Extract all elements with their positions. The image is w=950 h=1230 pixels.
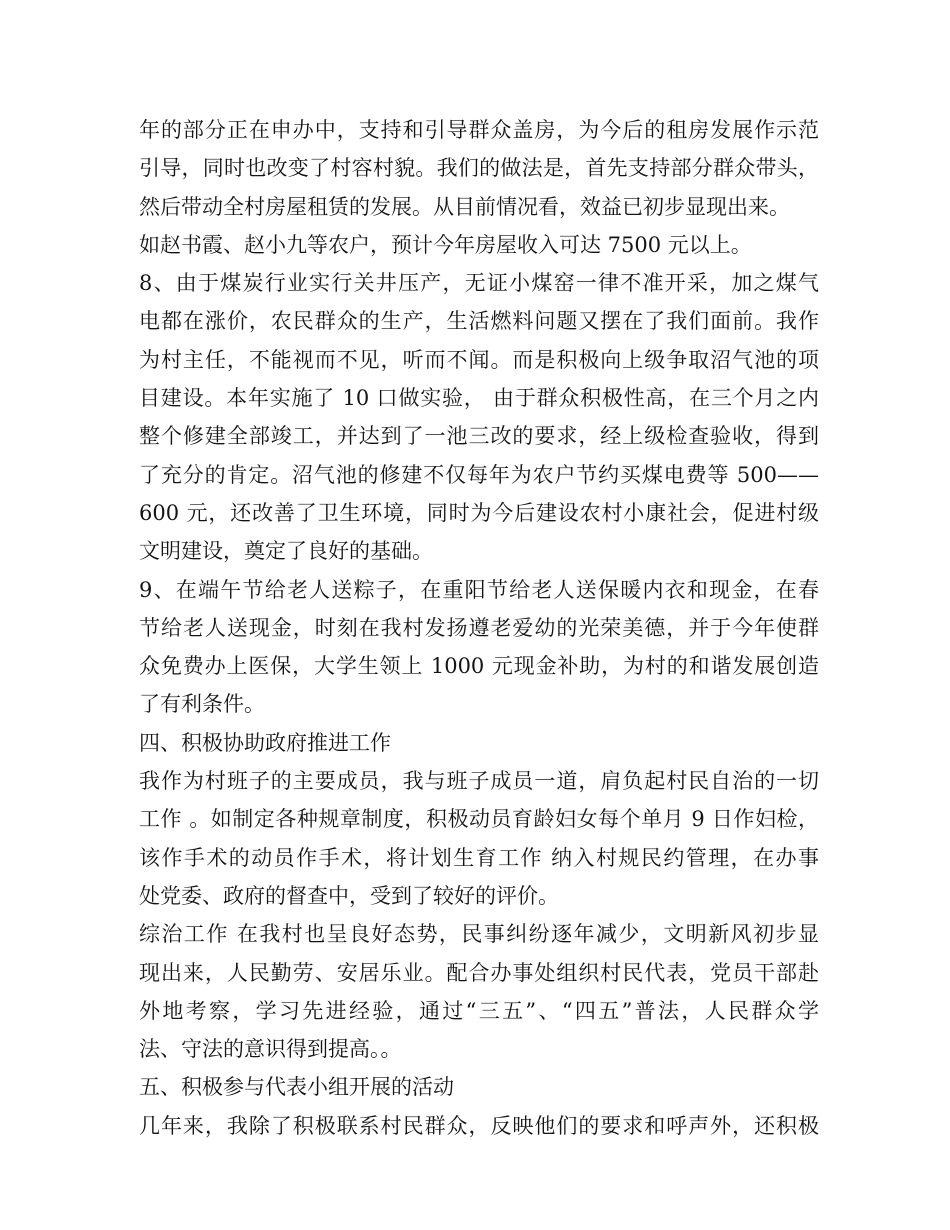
text-line: 目建设。本年实施了 10 口做实验， 由于群众积极性高，在三个月之内	[139, 386, 819, 411]
text-line: 电都在涨价，农民群众的生产，生活燃料问题又摆在了我们面前。我作	[139, 309, 819, 334]
text-line: 如赵书霞、赵小九等农户，预计今年房屋收入可达 7500 元以上。	[139, 232, 752, 257]
text-line: 处党委、政府的督查中，受到了较好的评价。	[139, 883, 559, 908]
text-line: 我作为村班子的主要成员，我与班子成员一道，肩负起村民自治的一切	[139, 769, 819, 794]
text-line: 工作 。如制定各种规章制度，积极动员育龄妇女每个单月 9 日作妇检，	[139, 807, 819, 832]
text-line: 法、守法的意识得到提高。。	[139, 1037, 402, 1062]
text-line: 外地考察，学习先进经验，通过“三五”、“四五”普法，人民群众学	[139, 998, 819, 1023]
text-line: 现出来，人民勤劳、安居乐业。配合办事处组织村民代表，党员干部赴	[139, 960, 819, 985]
text-line: 然后带动全村房屋租赁的发展。从目前情况看，效益已初步显现出来。	[139, 194, 790, 219]
text-line: 了有利条件。	[139, 692, 265, 717]
document-body	[139, 111, 819, 1145]
text-line: 为村主任，不能视而不见，听而不闻。而是积极向上级争取沼气池的项	[139, 347, 819, 372]
text-line: 众免费办上医保，大学生领上 1000 元现金补助，为村的和谐发展创造	[139, 654, 819, 679]
text-line: 引导，同时也改变了村容村貌。我们的做法是，首先支持部分群众带头，	[139, 156, 819, 181]
text-line: 年的部分正在申办中，支持和引导群众盖房，为今后的租房发展作示范	[139, 118, 819, 142]
text-line: 8、由于煤炭行业实行关井压产，无证小煤窑一律不准开采，加之煤气	[139, 271, 819, 296]
text-line: 9、在端午节给老人送粽子，在重阳节给老人送保暖内衣和现金，在春	[139, 577, 819, 602]
text-line: 几年来，我除了积极联系村民群众，反映他们的要求和呼声外，还积极	[139, 1113, 819, 1138]
text-line: 600 元，还改善了卫生环境，同时为今后建设农村小康社会，促进村级	[139, 500, 819, 525]
text-line: 文明建设，奠定了良好的基础。	[139, 539, 433, 564]
text-line: 五、积极参与代表小组开展的活动	[139, 1075, 454, 1100]
text-line: 整个修建全部竣工，并达到了一池三改的要求，经上级检查验收，得到	[139, 424, 819, 449]
text-line: 该作手术的动员作手术，将计划生育工作 纳入村规民约管理，在办事	[139, 845, 819, 870]
text-line: 了充分的肯定。沼气池的修建不仅每年为农户节约买煤电费等 500——	[139, 462, 819, 487]
text-line: 综治工作 在我村也呈良好态势，民事纠纷逐年减少，文明新风初步显	[139, 922, 819, 947]
text-line: 四、积极协助政府推进工作	[139, 730, 391, 755]
text-line: 节给老人送现金，时刻在我村发扬遵老爱幼的光荣美德，并于今年使群	[139, 615, 819, 640]
